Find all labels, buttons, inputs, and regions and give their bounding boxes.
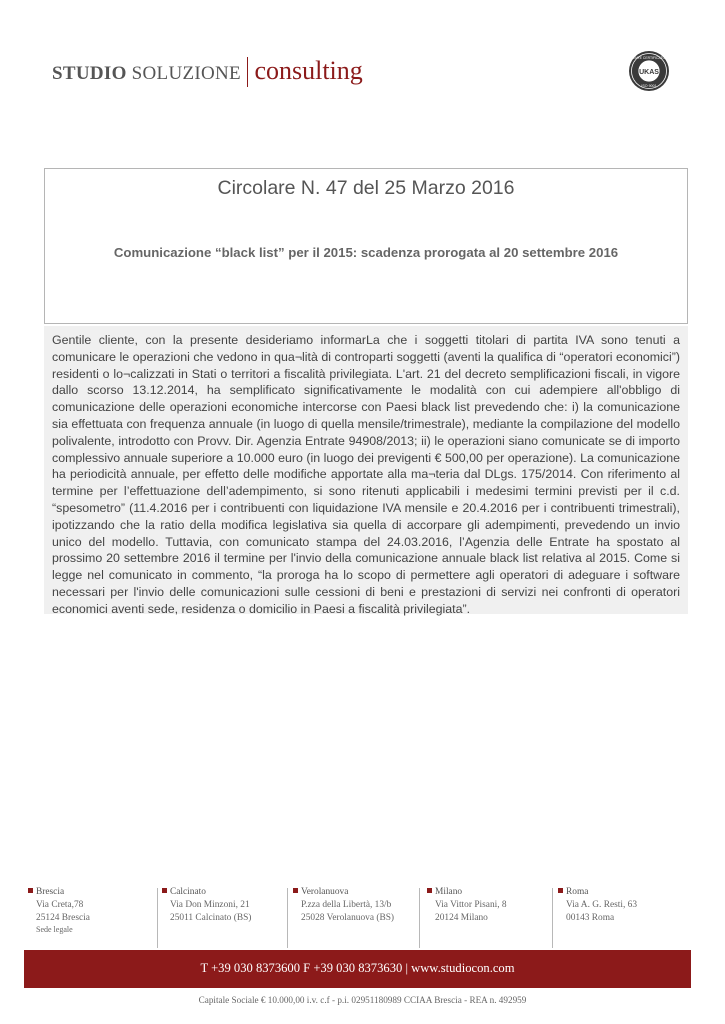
office-address: Via A. G. Resti, 63 <box>566 899 638 910</box>
seal-bottom-text: ISO 9001 <box>641 84 657 88</box>
bullet-square-icon <box>162 888 167 893</box>
office-calcinato <box>162 886 282 924</box>
office-address: Via Vittor Pisani, 8 <box>435 899 507 910</box>
footer-divider <box>419 888 420 948</box>
office-zip-city: 25028 Verolanuova (BS) <box>301 912 395 923</box>
logo-consulting: consulting <box>254 56 363 85</box>
seal-top-text: ENTE CERTIFICATO <box>632 56 666 60</box>
circular-subtitle: Comunicazione “black list” per il 2015: scadenza prorogata al 20 settembre 2016 <box>113 245 619 260</box>
office-city: Calcinato <box>170 887 206 897</box>
bullet-square-icon <box>427 888 432 893</box>
contact-bar <box>24 950 691 988</box>
bullet-square-icon <box>558 888 563 893</box>
logo-soluzione: SOLUZIONE <box>131 63 241 84</box>
company-logo <box>52 56 363 87</box>
office-zip-city: 25124 Brescia <box>36 912 90 923</box>
seal-center-text: UKAS <box>639 69 659 76</box>
office-city: Roma <box>566 887 589 897</box>
body-box <box>44 326 688 614</box>
body-text: Gentile cliente, con la presente desideriamo informarLa che i soggetti titolari di partita IVA sono tenuti a comunicare le operazioni che vedono in qua¬lità di controparti soggetti (aventi la qualifica di “operatori economici”) residenti o lo¬calizzati in Stati o territori a fiscalità privilegiata. L'art. 21 del decreto semplificazioni fiscali, in vigore dallo scorso 13.12.2014, ha semplificato significativamente le modalità con cui adempiere all'obbligo di comunicazione delle operazioni economiche intercorse con Paesi black list prevedendo che: i) la comunicazione sia effettuata con frequenza annuale (in luogo di quella mensile/trimestrale), mediante la compilazione del modello polivalente, introdotto con Provv. Dir. Agenzia Entrate 94908/2013; ii) le operazioni siano comunicate se di importo complessivo annuale superiore a 10.000 euro (in luogo dei previgenti € 500,00 per operazione). La comunicazione ha periodicità annuale, per effetto delle modifiche apportate alla ma¬teria dal DLgs. 175/2014. Con riferimento al termine per l’effettuazione dell’adempimento, si sono ritenuti applicabili i medesimi termini previsti per il c.d. “spesometro” (11.4.2016 per i contribuenti con liquidazione IVA mensile e 20.4.2016 per i contribuenti trimestrali), ipotizzando che la ratio della modifica legislativa sia quella di accorpare gli adempimenti, prevedendo un invio unico del modello. Tuttavia, con comunicato stampa del 24.03.2016, l’Agenzia delle Entrate ha spostato al prossimo 20 settembre 2016 il termine per l'invio della comunicazione annuale black list relativa al 2015. Come si legge nel comunicato in commento, “la proroga ha lo scopo di permettere agli operatori di adeguare i software necessari per l'invio delle comunicazioni sulle cessioni di beni e prestazioni di servizi nei confronti di operatori economici aventi sede, residenza o domicilio in Paesi a fiscalità privilegiata”. <box>52 333 680 616</box>
office-verolanuova <box>293 886 413 924</box>
office-address: P.zza della Libertà, 13/b <box>301 899 392 910</box>
logo-divider <box>247 57 249 87</box>
office-zip-city: 00143 Roma <box>566 912 615 923</box>
contact-info: T +39 030 8373600 F +39 030 8373630 | www.studiocon.com <box>200 961 515 975</box>
bullet-square-icon <box>293 888 298 893</box>
office-note: Sede legale <box>36 925 73 935</box>
office-city: Brescia <box>36 887 65 897</box>
circular-title: Circolare N. 47 del 25 Marzo 2016 <box>217 177 515 199</box>
office-milano <box>427 886 547 924</box>
office-roma <box>558 886 678 924</box>
office-address: Via Don Minzoni, 21 <box>170 899 250 910</box>
office-city: Verolanuova <box>301 887 349 897</box>
office-zip-city: 20124 Milano <box>435 912 488 923</box>
logo-studio: STUDIO <box>52 63 127 84</box>
office-address: Via Creta,78 <box>36 899 84 910</box>
footer-divider <box>157 888 158 948</box>
certification-seal-icon <box>628 50 670 92</box>
office-zip-city: 25011 Calcinato (BS) <box>170 912 252 923</box>
title-box <box>44 168 688 324</box>
office-city: Milano <box>435 887 463 897</box>
legal-info: Capitale Sociale € 10.000,00 i.v. c.f - p.i. 02951180989 CCIAA Brescia - REA n. 492959 <box>198 995 527 1005</box>
footer-divider <box>552 888 553 948</box>
bullet-square-icon <box>28 888 33 893</box>
footer-divider <box>287 888 288 948</box>
office-brescia <box>28 886 148 937</box>
